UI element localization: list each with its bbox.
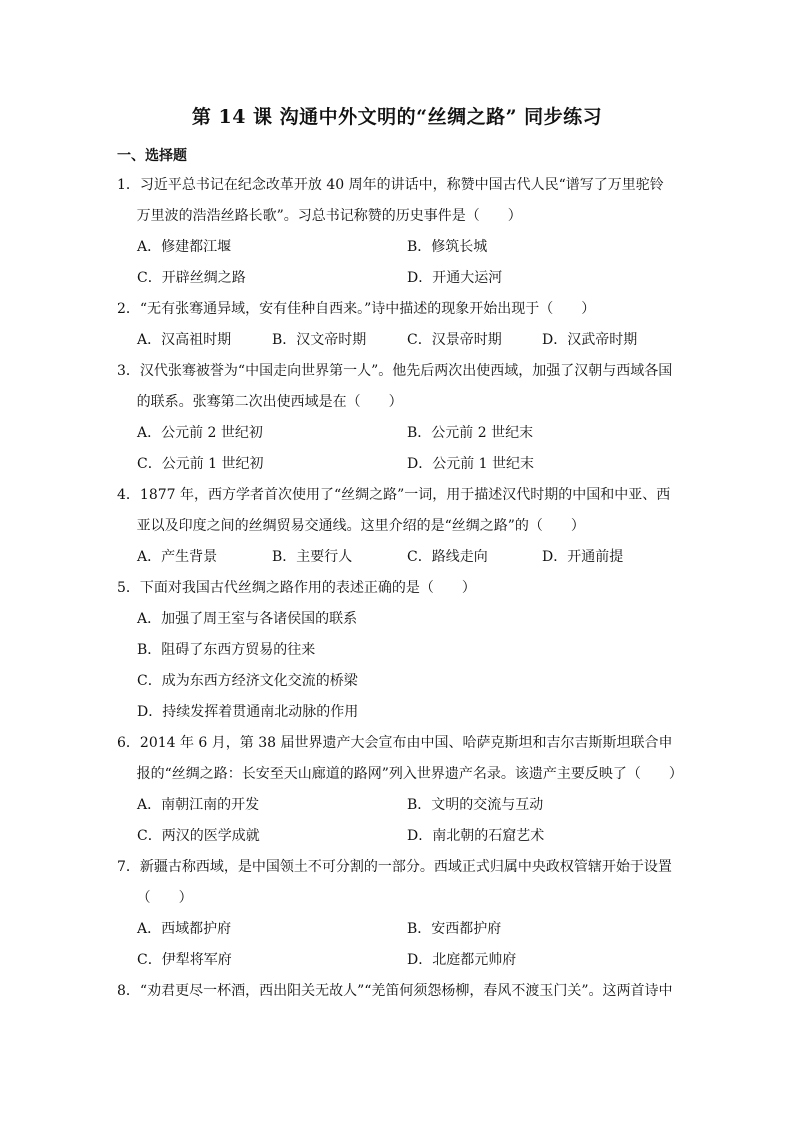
option-row: [117, 666, 677, 697]
question-5: [117, 573, 677, 728]
question-2: [117, 294, 677, 356]
question-3: [117, 356, 677, 480]
question-7: [117, 852, 677, 976]
answer-option: B．阻碍了东西方贸易的往来: [137, 642, 316, 658]
option-row: [117, 325, 677, 356]
answer-option: B．主要行人: [272, 549, 353, 565]
answer-option: D．南北朝的石窟艺术: [407, 828, 545, 844]
question-list: [117, 170, 683, 1007]
question-stem: 4．1877 年，西方学者首次使用了“丝绸之路”一词，用于描述汉代时期的中国和中亚、西亚以及印度之间的丝绸贸易交通线。这里介绍的是“丝绸之路”的（ ）: [117, 487, 671, 534]
answer-option: A．产生背景: [137, 549, 218, 565]
answer-option: C．两汉的医学成就: [137, 828, 260, 844]
question-stem: 5．下面对我国古代丝绸之路作用的表述正确的是（ ）: [117, 580, 476, 596]
question-stem: 2．“无有张骞通异域，安有佳种自西来。”诗中描述的现象开始出现于（ ）: [117, 301, 596, 317]
answer-option: C．汉景帝时期: [407, 332, 502, 348]
answer-option: C．路线走向: [407, 549, 488, 565]
option-row: [117, 790, 677, 821]
question-6: [117, 728, 683, 852]
question-stem: 3．汉代张骞被誉为“中国走向世界第一人”。他先后两次出使西域，加强了汉朝与西域各国的联系。张骞第二次出使西域是在（ ）: [117, 363, 673, 410]
page-title: 第 14 课 沟通中外文明的“丝绸之路” 同步练习: [191, 106, 603, 128]
answer-option: A．汉高祖时期: [137, 332, 232, 348]
answer-option: A．加强了周王室与各诸侯国的联系: [137, 611, 358, 627]
question-4: [117, 480, 677, 573]
answer-option: B．安西都护府: [407, 921, 502, 937]
answer-option: D．北庭都元帅府: [407, 952, 517, 968]
option-row: [117, 914, 677, 945]
answer-option: A．南朝江南的开发: [137, 797, 260, 813]
option-row: [117, 821, 677, 852]
answer-option: D．公元前 1 世纪末: [407, 456, 535, 472]
option-row: [117, 232, 677, 263]
answer-option: A．西域都护府: [137, 921, 232, 937]
option-row: [117, 263, 677, 294]
option-row: [117, 697, 677, 728]
question-stem: 8．“劝君更尽一杯酒，西出阳关无故人”“羌笛何须怨杨柳，春风不渡玉门关”。这两首诗中: [117, 983, 673, 999]
answer-option: B．汉文帝时期: [272, 332, 367, 348]
question-stem: 7．新疆古称西域，是中国领土不可分割的一部分。西域正式归属中央政权管辖开始于设置（ ）: [117, 859, 672, 906]
answer-option: D．持续发挥着贯通南北动脉的作用: [137, 704, 359, 720]
answer-option: A．公元前 2 世纪初: [137, 425, 263, 441]
option-row: [117, 418, 677, 449]
section-heading: 一、选择题: [117, 148, 187, 164]
answer-option: C．成为东西方经济文化交流的桥梁: [137, 673, 358, 689]
answer-option: B．修筑长城: [407, 239, 488, 255]
answer-option: A．修建都江堰: [137, 239, 232, 255]
answer-option: C．开辟丝绸之路: [137, 270, 246, 286]
answer-option: D．汉武帝时期: [542, 332, 638, 348]
option-row: [117, 945, 677, 976]
question-1: [117, 170, 677, 294]
answer-option: B．文明的交流与互动: [407, 797, 544, 813]
answer-option: D．开通前提: [542, 549, 624, 565]
answer-option: C．公元前 1 世纪初: [137, 456, 264, 472]
answer-option: B．公元前 2 世纪末: [407, 425, 534, 441]
option-row: [117, 449, 677, 480]
answer-option: C．伊犁将军府: [137, 952, 232, 968]
option-row: [117, 604, 677, 635]
option-row: [117, 542, 677, 573]
answer-option: D．开通大运河: [407, 270, 503, 286]
question-8: [117, 976, 677, 1007]
option-row: [117, 635, 677, 666]
question-stem: 6．2014 年 6 月，第 38 届世界遗产大会宣布由中国、哈萨克斯坦和吉尔吉斯斯坦联合申报的“丝绸之路：长安至天山廊道的路网”列入世界遗产名录。该遗产主要反映了（ ）: [117, 735, 683, 782]
question-stem: 1．习近平总书记在纪念改革开放 40 周年的讲话中，称赞中国古代人民“谱写了万里驼铃万里波的浩浩丝路长歌”。习总书记称赞的历史事件是（ ）: [117, 177, 664, 224]
